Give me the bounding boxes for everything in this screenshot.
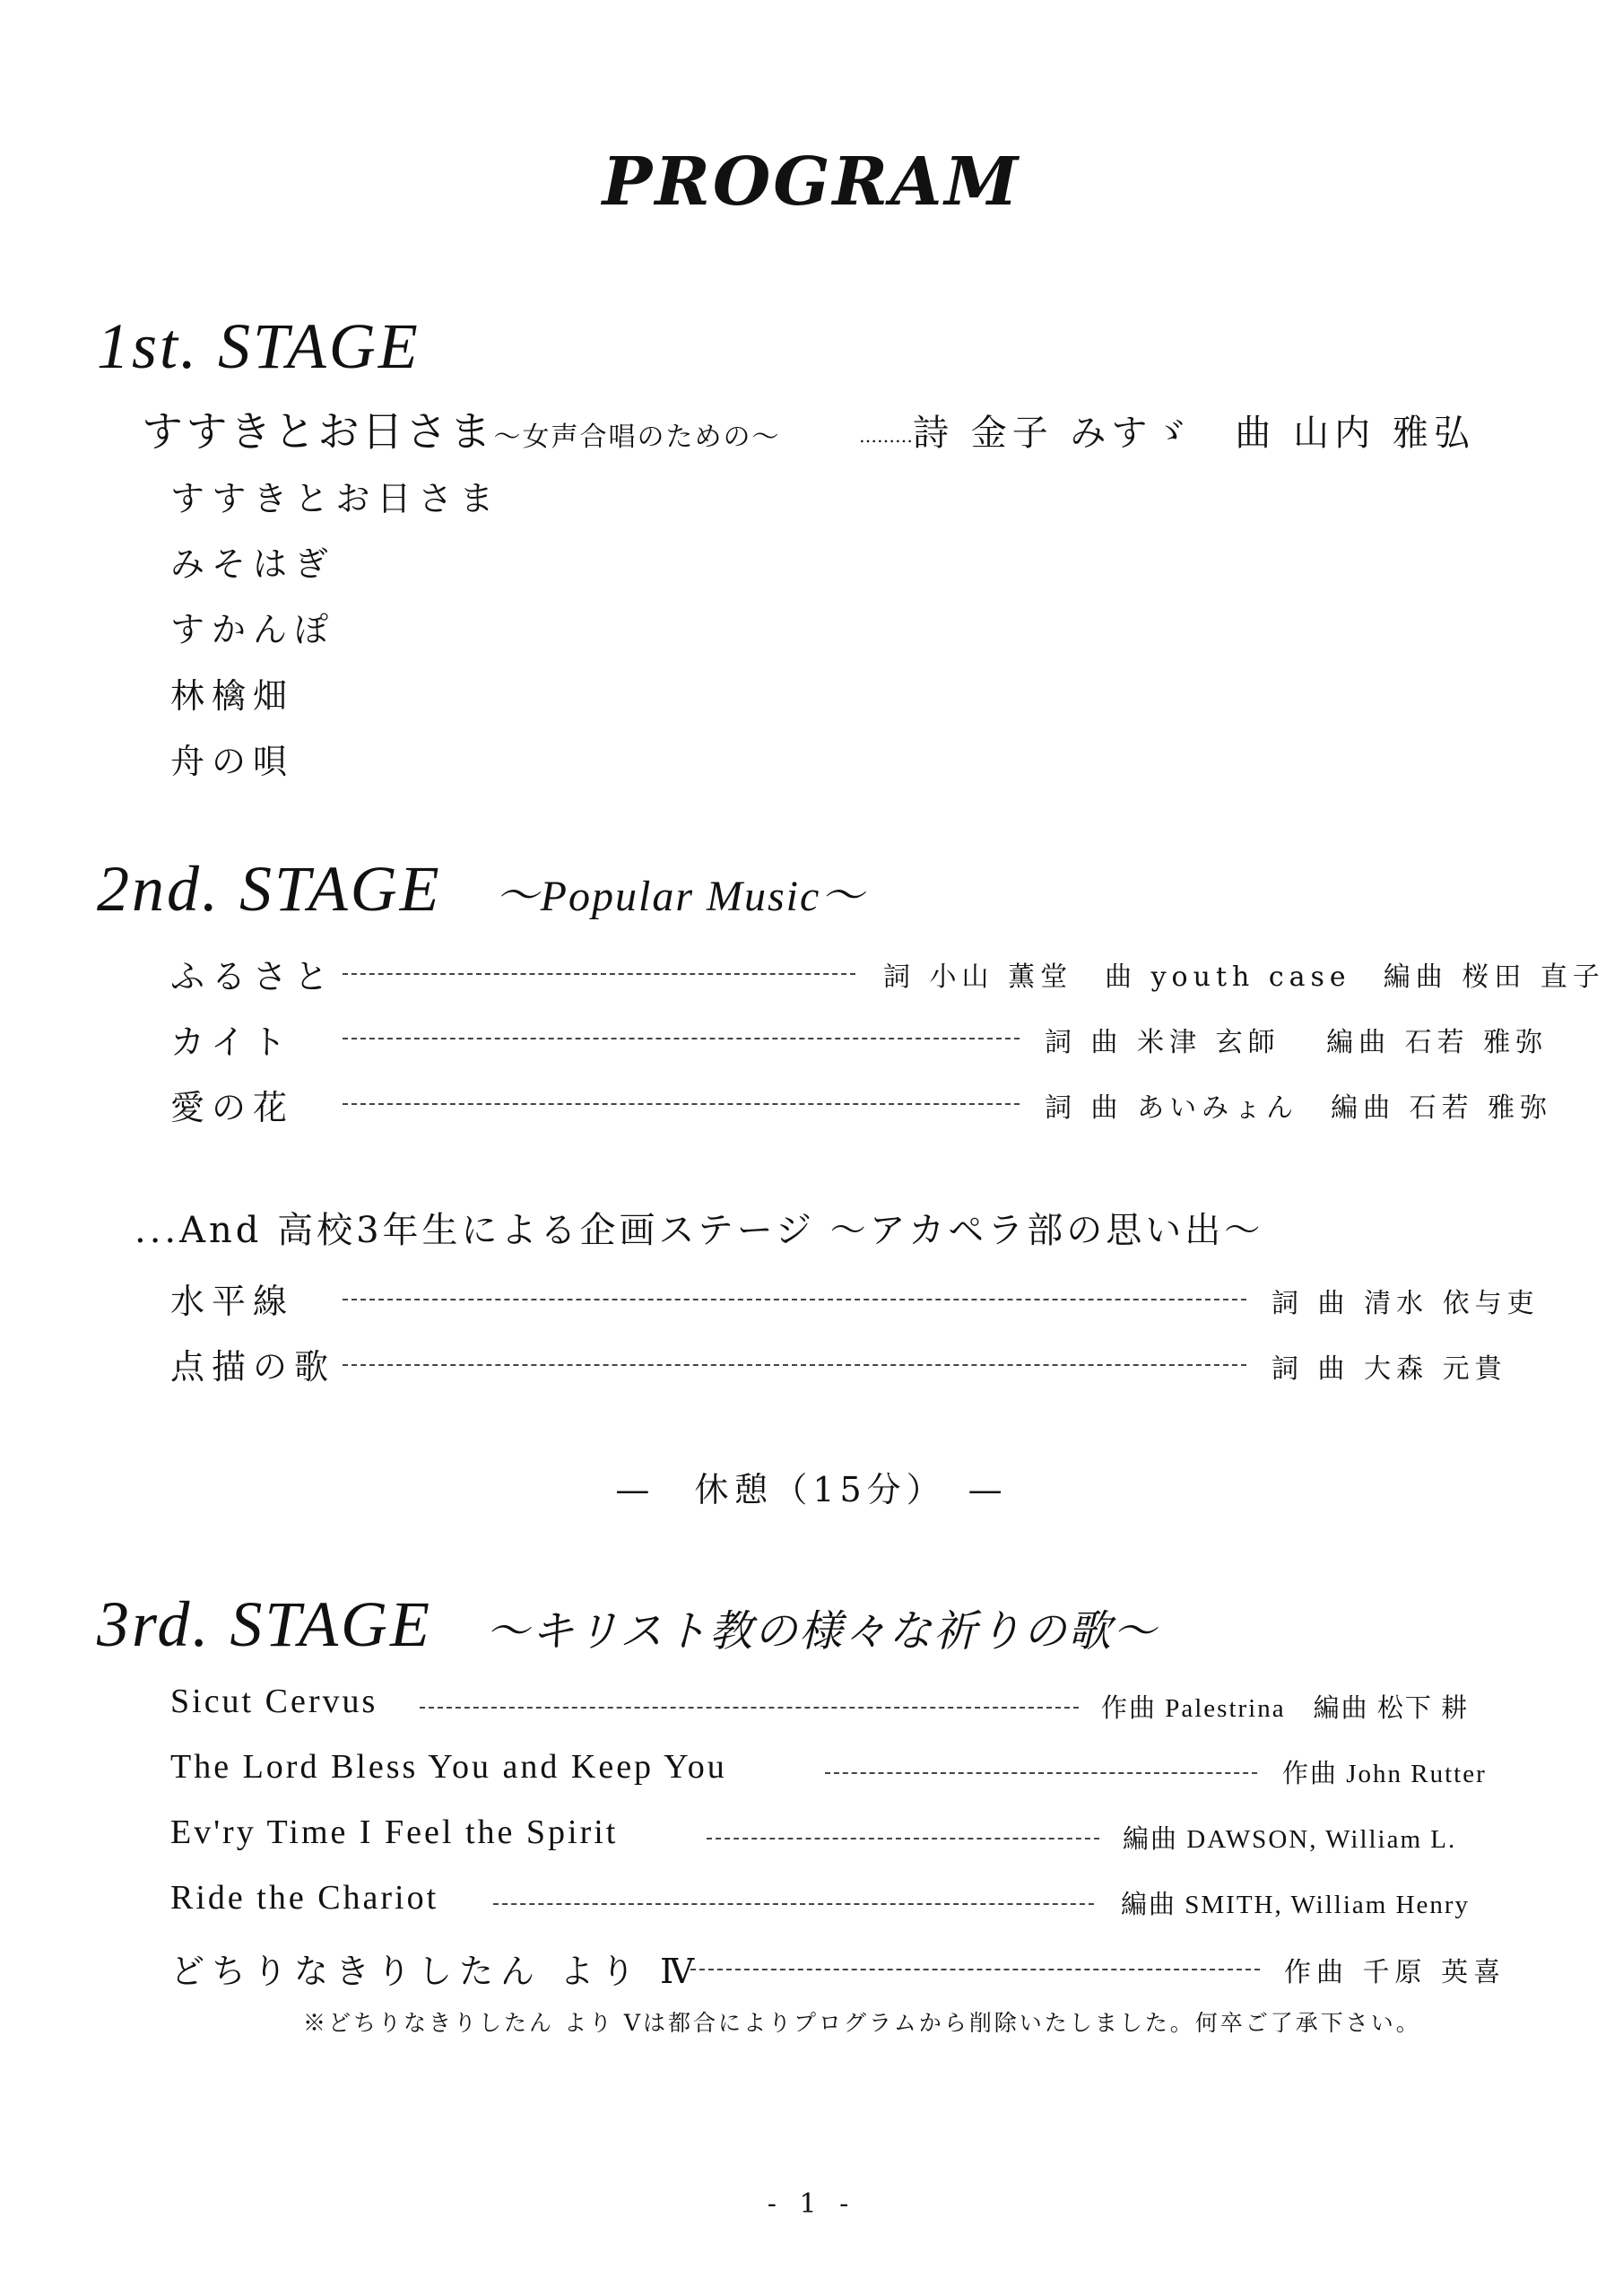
dotted-leader [420,1707,1079,1709]
stage2-song-title: ふるさと [170,957,336,996]
stage1-song: 林檎畑 [170,676,295,716]
stage2-song-title: カイト [170,1022,293,1062]
stage1-song: すすきとお日さま [170,479,501,518]
stage1-song: みそはぎ [170,544,336,584]
stage3-song-title: The Lord Bless You and Keep You [170,1748,727,1786]
stage3-song-title: Ride the Chariot [170,1879,439,1917]
dotted-leader [343,1103,1020,1105]
dotted-leader [707,1838,1099,1839]
dotted-leader [343,973,855,975]
stage1-work-title: すすきとお日さま [142,407,494,456]
stage2-song-title: 愛の花 [170,1088,295,1127]
stage3-subtitle: 〜キリスト教の様々な祈りの歌〜 [486,1608,1159,1656]
stage3-song-title: Sicut Cervus [170,1683,378,1720]
dotted-leader [493,1903,1094,1905]
intermission: — 休憩（15分） — [615,1470,1008,1509]
dotted-leader [825,1772,1257,1774]
dotted-leader [343,1038,1020,1039]
special-song-title: 点描の歌 [170,1347,336,1387]
stage1-work [142,399,1475,458]
page-title: PROGRAM [602,144,1021,221]
stage1-work-subtitle: 〜女声合唱のための〜 [493,422,781,453]
stage2-subtitle: 〜Popular Music〜 [495,873,866,920]
stage3-song-title: どちりなきりしたん より Ⅳ [170,1952,702,1991]
stage2-heading [97,852,865,926]
dotted-leader [343,1299,1246,1300]
special-song-title: 水平線 [170,1282,295,1321]
stage1-credit-dots: ……… [859,425,913,447]
stage3-song-credit: 作曲 John Rutter [1282,1760,1487,1788]
stage1-song: 舟の唄 [170,742,295,781]
stage3-song-credit: 作曲 千原 英喜 [1284,1957,1506,1988]
stage1-heading [97,309,421,384]
special-song-credit: 詞 曲 大森 元貴 [1271,1353,1507,1385]
stage3-heading [97,1587,1158,1662]
stage3-song-title: Ev'ry Time I Feel the Spirit [170,1813,619,1851]
stage3-heading-text: 3rd. STAGE [97,1588,433,1660]
stage3-song-credit: 編曲 DAWSON, William L. [1123,1825,1457,1854]
page-number: - 1 - [767,2188,856,2220]
stage2-song-credit: 詞 小山 薫堂 曲 youth case 編曲 桜田 直子 [883,961,1605,993]
stage1-song: すかんぽ [170,610,336,649]
stage2-song-credit: 詞 曲 あいみょん 編曲 石若 雅弥 [1045,1092,1553,1124]
stage1-credit [859,404,1475,456]
special-song-credit: 詞 曲 清水 依与吏 [1271,1288,1540,1319]
dotted-leader [343,1364,1246,1366]
stage2-song-credit: 詞 曲 米津 玄師 編曲 石若 雅弥 [1045,1027,1549,1058]
stage3-song-credit: 編曲 SMITH, William Henry [1121,1891,1471,1919]
stage2-heading-text: 2nd. STAGE [97,853,442,925]
stage3-song-credit: 作曲 Palestrina 編曲 松下 耕 [1101,1694,1470,1723]
stage1-heading-text: 1st. STAGE [97,310,421,382]
dotted-leader [690,1969,1260,1970]
special-stage-heading: ...And 高校3年生による企画ステージ 〜アカペラ部の思い出〜 [135,1210,1264,1251]
stage1-credit-text: 詩 金子 みすゞ 曲 山内 雅弘 [913,413,1475,454]
program-note: ※どちりなきりしたん より Ⅴは都合によりプログラムから削除いたしました。何卒ご了承下さい。 [303,2010,1421,2036]
